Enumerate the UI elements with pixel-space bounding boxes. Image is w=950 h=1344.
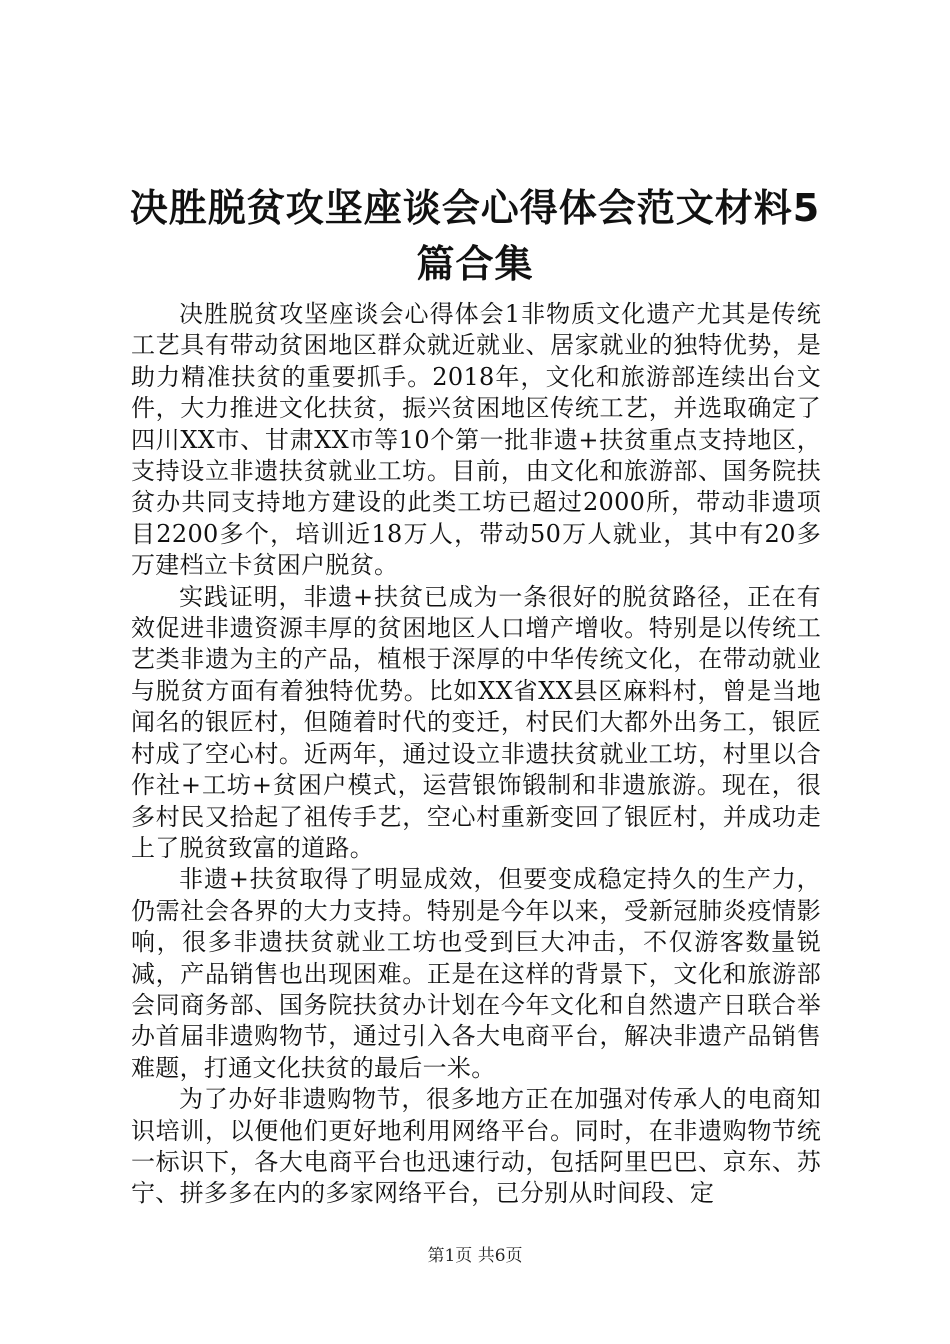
paragraph: 实践证明，非遗+扶贫已成为一条很好的脱贫路径，正在有效促进非遗资源丰厚的贫困地区人口增产增收。特别是以传统工艺类非遗为主的产品，植根于深厚的中华传统文化，在带动就业与脱贫方面有着独特优势。比如XX省XX县区麻料村，曾是当地闻名的银匠村，但随着时代的变迁，村民们大都外出务工，银匠村成了空心村。近两年，通过设立非遗扶贫就业工坊，村里以合作社+工坊+贫困户模式，运营银饰锻制和非遗旅游。现在，很多村民又拾起了祖传手艺，空心村重新变回了银匠村，并成功走上了脱贫致富的道路。 [131,582,821,862]
document-title: 决胜脱贫攻坚座谈会心得体会范文材料5篇合集 [129,186,821,286]
document-body [131,299,821,1210]
page-number-footer: 第1页 共6页 [427,1246,523,1266]
paragraph: 决胜脱贫攻坚座谈会心得体会1非物质文化遗产尤其是传统工艺具有带动贫困地区群众就近就业、居家就业的独特优势，是助力精准扶贫的重要抓手。2018年，文化和旅游部连续出台文件，大力推进文化扶贫，振兴贫困地区传统工艺，并选取确定了四川XX市、甘肃XX市等10个第一批非遗+扶贫重点支持地区，支持设立非遗扶贫就业工坊。目前，由文化和旅游部、国务院扶贫办共同支持地方建设的此类工坊已超过2000所，带动非遗项目2200多个，培训近18万人，带动50万人就业，其中有20多万建档立卡贫困户脱贫。 [131,300,821,580]
paragraph: 为了办好非遗购物节，很多地方正在加强对传承人的电商知识培训，以便他们更好地利用网络平台。同时，在非遗购物节统一标识下，各大电商平台也迅速行动，包括阿里巴巴、京东、苏宁、拼多多在内的多家网络平台，已分别从时间段、定 [131,1085,821,1208]
paragraph: 非遗+扶贫取得了明显成效，但要变成稳定持久的生产力，仍需社会各界的大力支持。特别是今年以来，受新冠肺炎疫情影响，很多非遗扶贫就业工坊也受到巨大冲击，不仅游客数量锐减，产品销售也出现困难。正是在这样的背景下，文化和旅游部会同商务部、国务院扶贫办计划在今年文化和自然遗产日联合举办首届非遗购物节，通过引入各大电商平台，解决非遗产品销售难题，打通文化扶贫的最后一米。 [131,865,821,1082]
